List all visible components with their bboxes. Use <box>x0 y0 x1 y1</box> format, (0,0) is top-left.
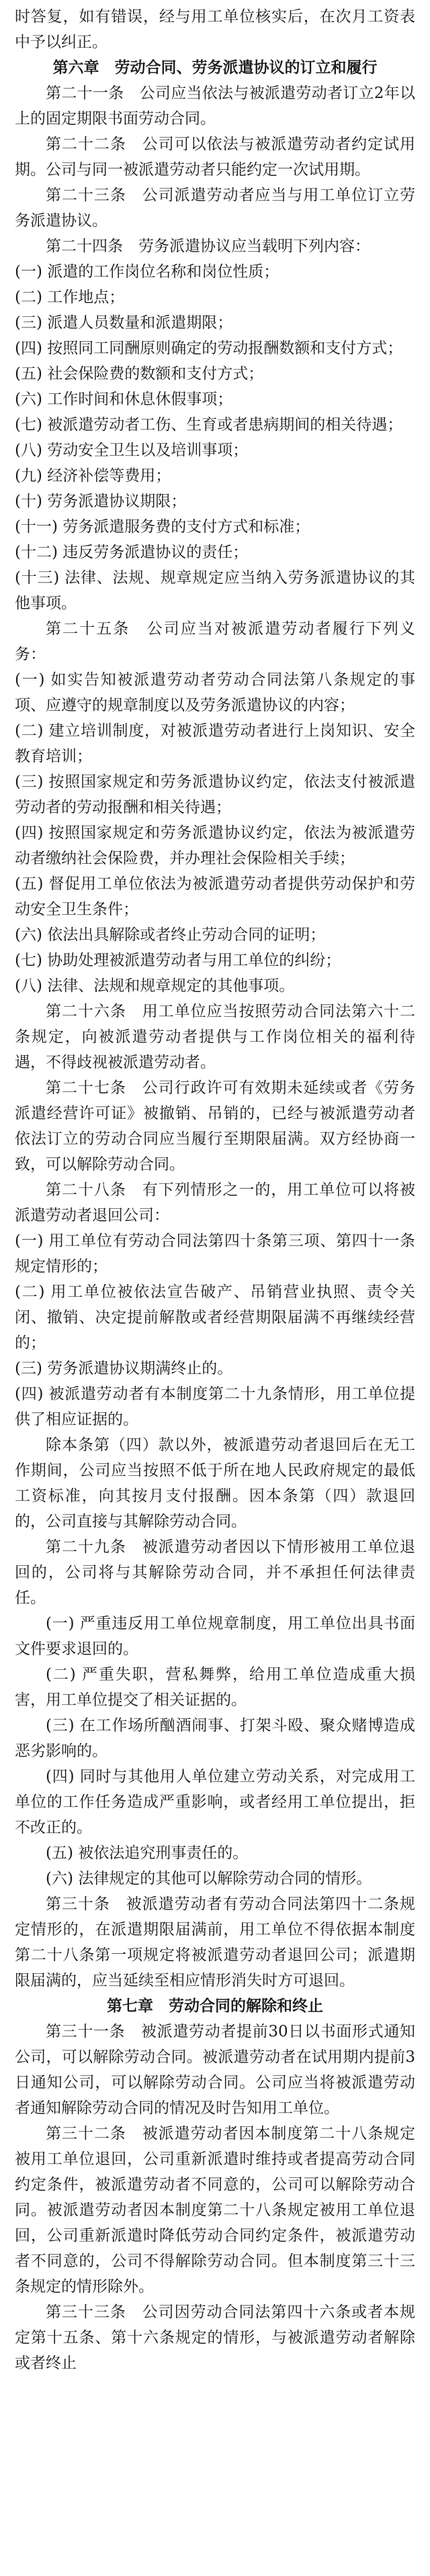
paragraph: 第二十二条 公司可以依法与被派遣劳动者约定试用期。公司与同一被派遣劳动者只能约定一次试用期。 <box>15 136 415 179</box>
paragraph: (三) 派遣人员数量和派遣期限； <box>15 314 233 332</box>
paragraph: 第二十八条 有下列情形之一的，用工单位可以将被派遣劳动者退回公司： <box>15 1181 415 1224</box>
paragraph: (三) 劳务派遣协议期满终止的。 <box>15 1360 233 1377</box>
paragraph: (一) 如实告知被派遣劳动者劳动合同法第八条规定的事项、应遵守的规章制度以及劳务派遣协议的内容； <box>15 671 415 714</box>
paragraph: (四) 按照同工同酬原则确定的劳动报酬数额和支付方式； <box>15 340 403 357</box>
paragraph: 第三十三条 公司因劳动合同法第四十六条或者本规定第十五条、第十六条规定的情形，与被派遣劳动者解除或者终止 <box>15 2303 415 2372</box>
paragraph: 第二十一条 公司应当依法与被派遣劳动者订立2年以上的固定期限书面劳动合同。 <box>15 85 415 128</box>
paragraph: 第二十四条 劳务派遣协议应当载明下列内容： <box>46 238 370 255</box>
paragraph: (四) 被派遣劳动者有本制度第二十九条情形，用工单位提供了相应证据的。 <box>15 1385 415 1428</box>
paragraph: (九) 经济补偿等费用； <box>15 467 171 485</box>
paragraph: 第二十九条 被派遣劳动者因以下情形被用工单位退回的，公司将与其解除劳动合同，并不承担任何法律责任。 <box>15 1538 415 1607</box>
paragraph: (六) 依法出具解除或者终止劳动合同的证明； <box>15 926 326 944</box>
paragraph: (五) 督促用工单位依法为被派遣劳动者提供劳动保护和劳动安全卫生条件； <box>15 875 415 918</box>
paragraph: (五) 社会保险费的数额和支付方式； <box>15 365 264 383</box>
paragraph: (一) 用工单位有劳动合同法第四十条第三项、第四十一条规定情形的； <box>15 1232 415 1275</box>
paragraph: (一) 派遣的工作岗位名称和岗位性质； <box>15 263 280 281</box>
paragraph: 第三十条 被派遣劳动者有劳动合同法第四十二条规定情形的，在派遣期限届满前，用工单位不得依据本制度第二十八条第一项规定将被派遣劳动者退回公司；派遣期限届满的，应当延续至相应情形消失时方可退回。 <box>15 1895 415 1989</box>
paragraph: 第二十三条 公司派遣劳动者应当与用工单位订立劳务派遣协议。 <box>15 187 415 230</box>
chapter-heading: 第七章 劳动合同的解除和终止 <box>107 1997 323 2015</box>
paragraph: 除本条第（四）款以外，被派遣劳动者退回后在无工作期间，公司应当按照不低于所在地人民政府规定的最低工资标准，向其按月支付报酬。因本条第（四）款退回的，公司直接与其解除劳动合同。 <box>15 1436 415 1530</box>
chapter-heading: 第六章 劳动合同、劳务派遣协议的订立和履行 <box>52 58 378 77</box>
paragraph: (十一) 劳务派遣服务费的支付方式和标准； <box>15 518 310 536</box>
paragraph: (四) 同时与其他用人单位建立劳动关系，对完成用工单位的工作任务造成严重影响，或者经用工单位提出，拒不改正的。 <box>15 1768 415 1836</box>
paragraph: (四) 按照国家规定和劳务派遣协议约定，依法为被派遣劳动者缴纳社会保险费，并办理社会保险相关手续； <box>15 824 415 867</box>
paragraph: (六) 法律规定的其他可以解除劳动合同的情形。 <box>46 1870 372 1887</box>
paragraph: (三) 按照国家规定和劳务派遣协议约定，依法支付被派遣劳动者的劳动报酬和相关待遇； <box>15 773 415 816</box>
paragraph: 第三十一条 被派遣劳动者提前30日以书面形式通知公司，可以解除劳动合同。被派遣劳动者在试用期内提前3日通知公司，可以解除劳动合同。公司应当将被派遣劳动者通知解除劳动合同的情况及时告知用工单位。 <box>15 2023 415 2117</box>
paragraph: 第二十五条 公司应当对被派遣劳动者履行下列义务： <box>15 620 415 663</box>
paragraph: (八) 劳动安全卫生以及培训事项； <box>15 442 249 459</box>
paragraph: (十二) 违反劳务派遣协议的责任； <box>15 544 249 561</box>
paragraph: (二) 严重失职，营私舞弊，给用工单位造成重大损害，用工单位提交了相关证据的。 <box>15 1666 415 1709</box>
paragraph: (五) 被依法追究刑事责任的。 <box>46 1844 249 1862</box>
paragraph: (二) 工作地点； <box>15 289 125 306</box>
paragraph: 第三十二条 被派遣劳动者因本制度第二十八条规定被用工单位退回，公司重新派遣时维持或者提高劳动合同约定条件，被派遣劳动者不同意的，公司可以解除劳动合同。被派遣劳动者因本制度第二十八条规定被用工单位退回，公司重新派遣时降低劳动合同约定条件，被派遣劳动者不同意的，公司不得解除劳动合同。但本制度第三十三条规定的情形除外。 <box>15 2125 415 2295</box>
paragraph: 第二十六条 用工单位应当按照劳动合同法第六十二条规定，向被派遣劳动者提供与工作岗位相关的福利待遇，不得歧视被派遣劳动者。 <box>15 1003 415 1071</box>
paragraph: (六) 工作时间和休息休假事项； <box>15 391 233 408</box>
paragraph: (七) 被派遣劳动者工伤、生育或者患病期间的相关待遇； <box>15 416 403 434</box>
paragraph: (十三) 法律、法规、规章规定应当纳入劳务派遣协议的其他事项。 <box>15 569 415 612</box>
paragraph: (二) 用工单位被依法宣告破产、吊销营业执照、责令关闭、撤销、决定提前解散或者经营期限届满不再继续经营的； <box>15 1283 415 1352</box>
paragraph: (三) 在工作场所酗酒闹事、打架斗殴、聚众赌博造成恶劣影响的。 <box>15 1717 415 1760</box>
paragraph: 时答复，如有错误，经与用工单位核实后，在次月工资表中予以纠正。 <box>15 8 415 51</box>
paragraph: (二) 建立培训制度，对被派遣劳动者进行上岗知识、安全教育培训； <box>15 722 415 765</box>
paragraph: (一) 严重违反用工单位规章制度，用工单位出具书面文件要求退回的。 <box>15 1615 415 1658</box>
paragraph: (十) 劳务派遣协议期限； <box>15 493 187 510</box>
paragraph: 第二十七条 公司行政许可有效期未延续或者《劳务派遣经营许可证》被撤销、吊销的，已经与被派遣劳动者依法订立的劳动合同应当履行至期限届满。双方经协商一致，可以解除劳动合同。 <box>15 1079 415 1173</box>
paragraph: (七) 协助处理被派遣劳动者与用工单位的纠纷； <box>15 952 341 969</box>
paragraph: (八) 法律、法规和规章规定的其他事项。 <box>15 977 295 995</box>
